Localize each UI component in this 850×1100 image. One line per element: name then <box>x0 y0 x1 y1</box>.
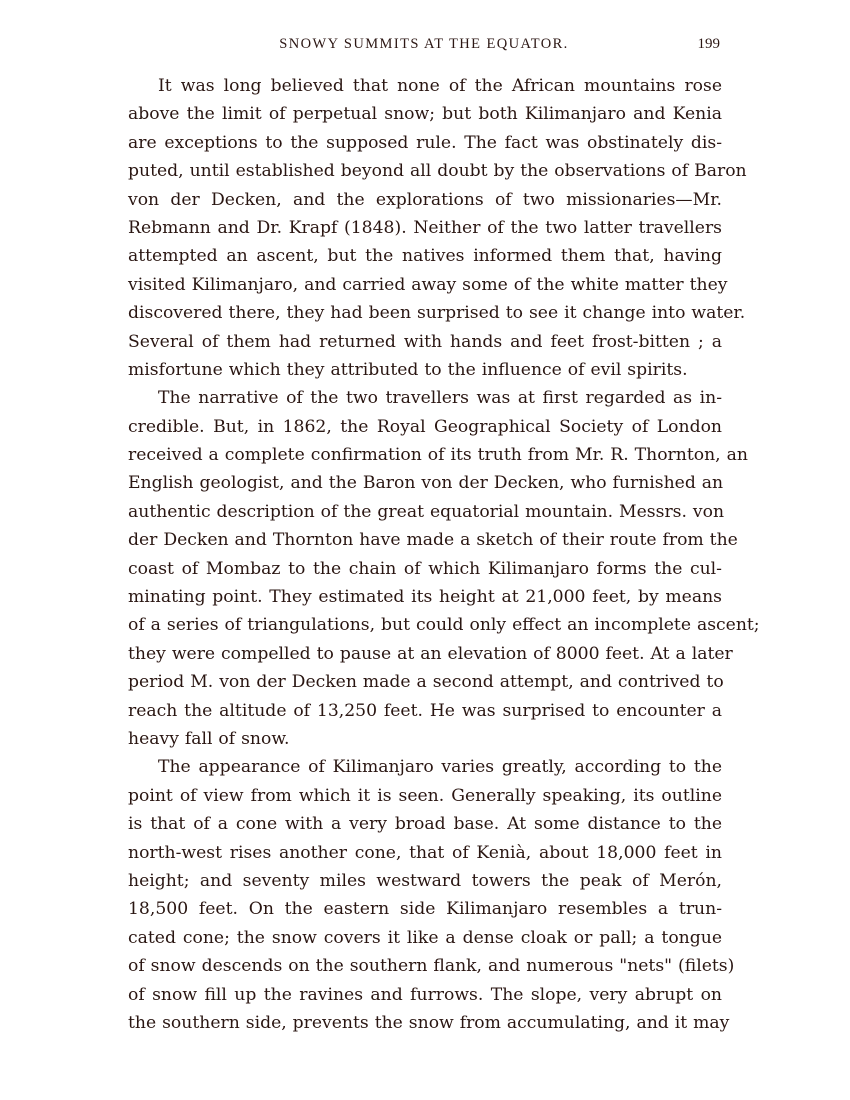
text-line: Rebmann and Dr. Krapf (1848). Neither of the two latter travellers <box>128 217 722 238</box>
text-line: discovered there, they had been surprised to see it change into water. <box>128 303 746 324</box>
text-line: above the limit of perpetual snow; but both Kilimanjaro and Kenia <box>128 104 722 125</box>
text-line: It was long believed that none of the African mountains rose <box>158 76 722 96</box>
text-line: Several of them had returned with hands and feet frost-bitten ; a <box>128 331 722 352</box>
body-text <box>128 72 760 1037</box>
text-line: of snow descends on the southern flank, and numerous "nets" (filets) <box>128 956 735 977</box>
text-line: reach the altitude of 13,250 feet. He was surprised to encounter a <box>128 700 722 721</box>
text-line: puted, until established beyond all doubt by the observations of Baron <box>128 161 747 182</box>
text-line: period M. von der Decken made a second attempt, and contrived to <box>128 672 724 693</box>
running-title: SNOWY SUMMITS AT THE EQUATOR. <box>279 36 569 52</box>
text-line: of a series of triangulations, but could only effect an incomplete ascent; <box>128 615 760 636</box>
text-line: received a complete confirmation of its truth from Mr. R. Thornton, an <box>128 445 748 466</box>
text-line: the southern side, prevents the snow from accumulating, and it may <box>128 1012 730 1033</box>
text-line: height; and seventy miles westward towers the peak of Merón, <box>128 870 722 891</box>
text-line: north-west rises another cone, that of Kenià, about 18,000 feet in <box>128 842 722 863</box>
text-line: visited Kilimanjaro, and carried away some of the white matter they <box>128 274 728 295</box>
text-line: authentic description of the great equatorial mountain. Messrs. von <box>128 501 725 522</box>
text-line: they were compelled to pause at an elevation of 8000 feet. At a later <box>128 643 733 664</box>
text-line: attempted an ascent, but the natives informed them that, having <box>128 246 722 267</box>
running-head <box>128 36 720 56</box>
text-line: The appearance of Kilimanjaro varies greatly, according to the <box>158 757 722 778</box>
text-line: minating point. They estimated its height at 21,000 feet, by means <box>128 587 722 608</box>
text-line: are exceptions to the supposed rule. The fact was obstinately dis- <box>128 132 722 153</box>
text-line: cated cone; the snow covers it like a dense cloak or pall; a tongue <box>128 927 722 948</box>
paragraph <box>128 72 747 384</box>
text-line: heavy fall of snow. <box>128 728 290 749</box>
text-line: coast of Mombaz to the chain of which Kilimanjaro forms the cul- <box>128 558 722 579</box>
text-line: der Decken and Thornton have made a sketch of their route from the <box>128 530 738 551</box>
text-line: 18,500 feet. On the eastern side Kilimanjaro resembles a trun- <box>128 899 722 920</box>
text-line: credible. But, in 1862, the Royal Geographical Society of London <box>128 416 722 437</box>
text-line: The narrative of the two travellers was at first regarded as in- <box>158 388 722 409</box>
paragraph <box>128 753 735 1037</box>
text-line: von der Decken, and the explorations of two missionaries—Mr. <box>128 189 722 210</box>
page-number: 199 <box>697 36 720 52</box>
text-line: point of view from which it is seen. Generally speaking, its outline <box>128 785 722 806</box>
text-line: English geologist, and the Baron von der Decken, who furnished an <box>128 473 724 494</box>
text-line: of snow fill up the ravines and furrows. The slope, very abrupt on <box>128 984 722 1005</box>
paragraph <box>128 384 760 753</box>
text-line: misfortune which they attributed to the influence of evil spirits. <box>128 359 688 380</box>
text-line: is that of a cone with a very broad base. At some distance to the <box>128 814 722 835</box>
